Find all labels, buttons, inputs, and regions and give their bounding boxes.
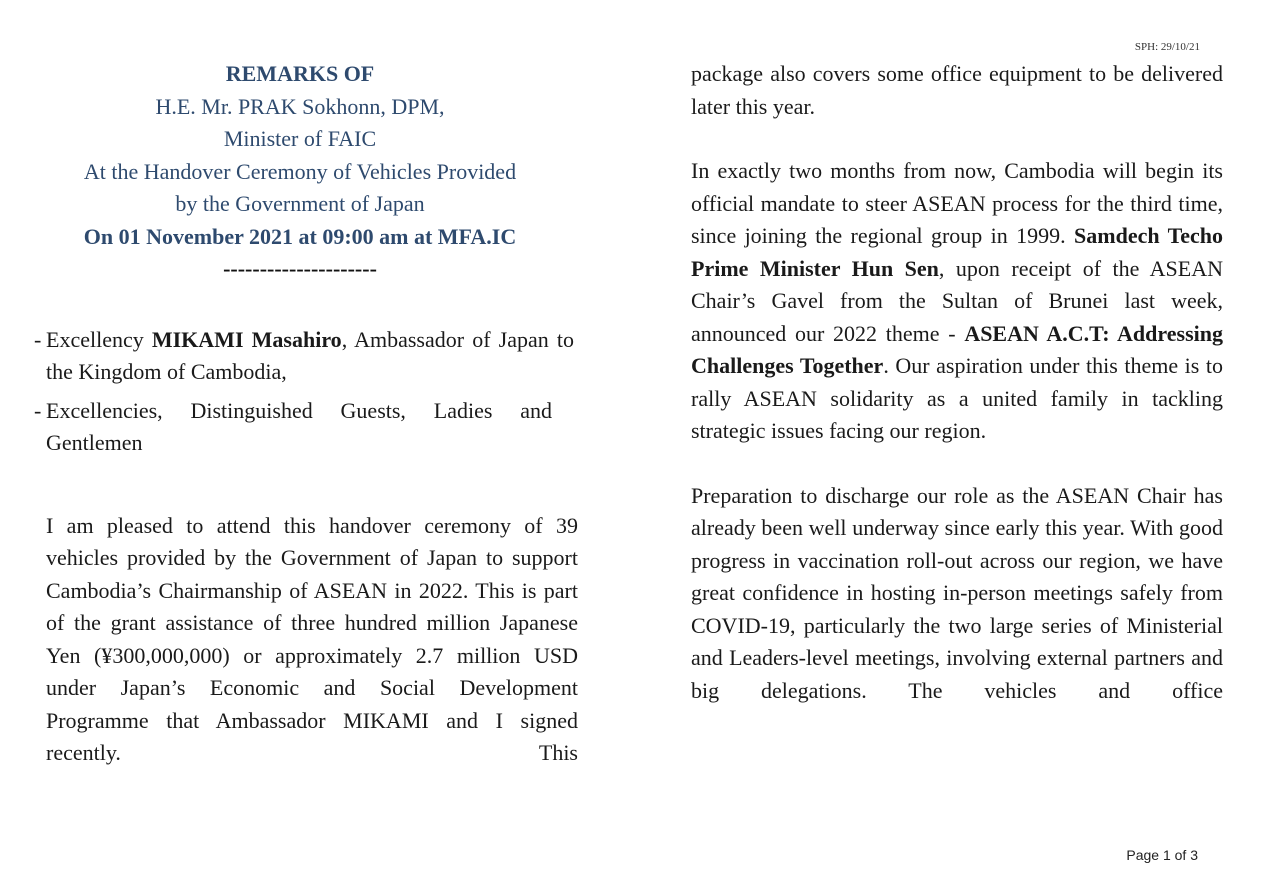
page-number: Page 1 of 3 [1126,847,1198,863]
bullet-dash: - [34,326,42,352]
title-date-line: On 01 November 2021 at 09:00 am at MFA.IC [83,223,517,249]
speech-title-block [46,58,554,286]
salutation-1 [34,324,574,389]
salutation-2-text: Excellencies, Distinguished Guests, Ladies and Gentlemen [46,397,552,455]
title-line-3: Minister of FAIC [223,126,377,151]
right-paragraph-2 [691,155,1223,448]
right-paragraph-1: package also covers some office equipment to be delivered later this year. [691,61,1223,119]
left-body-paragraph: I am pleased to attend this handover ceremony of 39 vehicles provided by the Government of Japan to support Cambodia’s Chairmanship of ASEAN in 2022. This is part of the grant assistance of three hundred million Japanese Yen (¥300,000,000) or approximately 2.7 million USD under Japan’s Economic and Social Development Programme that Ambassador MIKAMI and I signed recently. This [46,512,578,765]
p2-text-e: . Our aspiration under this theme is to rally ASEAN solidarity as a united family in tackling strategic issues facing our region. [691,353,1223,443]
title-divider: --------------------- [223,256,377,281]
ambassador-name: MIKAMI Masahiro [151,326,342,352]
asean-theme: ASEAN A.C.T: Addressing Challenges Together [691,320,1224,378]
title-line-4: At the Handover Ceremony of Vehicles Provided [83,158,517,184]
p2-text-a: In exactly two months from now, Cambodia will begin its official mandate to steer ASEAN process for the third time, since joining the regional group in 1999. [691,158,1223,248]
right-column [691,58,1223,707]
pm-name: Samdech Techo Prime Minister Hun Sen [691,223,1224,281]
title-line-1: REMARKS OF [225,61,375,86]
right-paragraph-3: Preparation to discharge our role as the ASEAN Chair has already been well underway since early this year. With good progress in vaccination roll-out across our region, we have great confidence in hosting in-person meetings safely from COVID-19, particularly the two large series of Ministerial and Leaders-level meetings, involving external partners and big delegations. The vehicles and office [691,482,1223,703]
reference-code: SPH: 29/10/21 [1134,41,1200,53]
salutation-1-pre: Excellency [46,326,152,352]
salutation-2 [34,395,552,460]
title-line-5: by the Government of Japan [175,191,425,216]
left-column [34,58,578,770]
bullet-dash: - [34,397,42,423]
title-line-2: H.E. Mr. PRAK Sokhonn, DPM, [155,93,445,119]
p2-text-c: , upon receipt of the ASEAN Chair’s Gavel from the Sultan of Brunei last week, announced our 2022 theme - [691,255,1224,346]
salutation-1-post: , Ambassador of Japan to the Kingdom of Cambodia, [46,326,574,384]
